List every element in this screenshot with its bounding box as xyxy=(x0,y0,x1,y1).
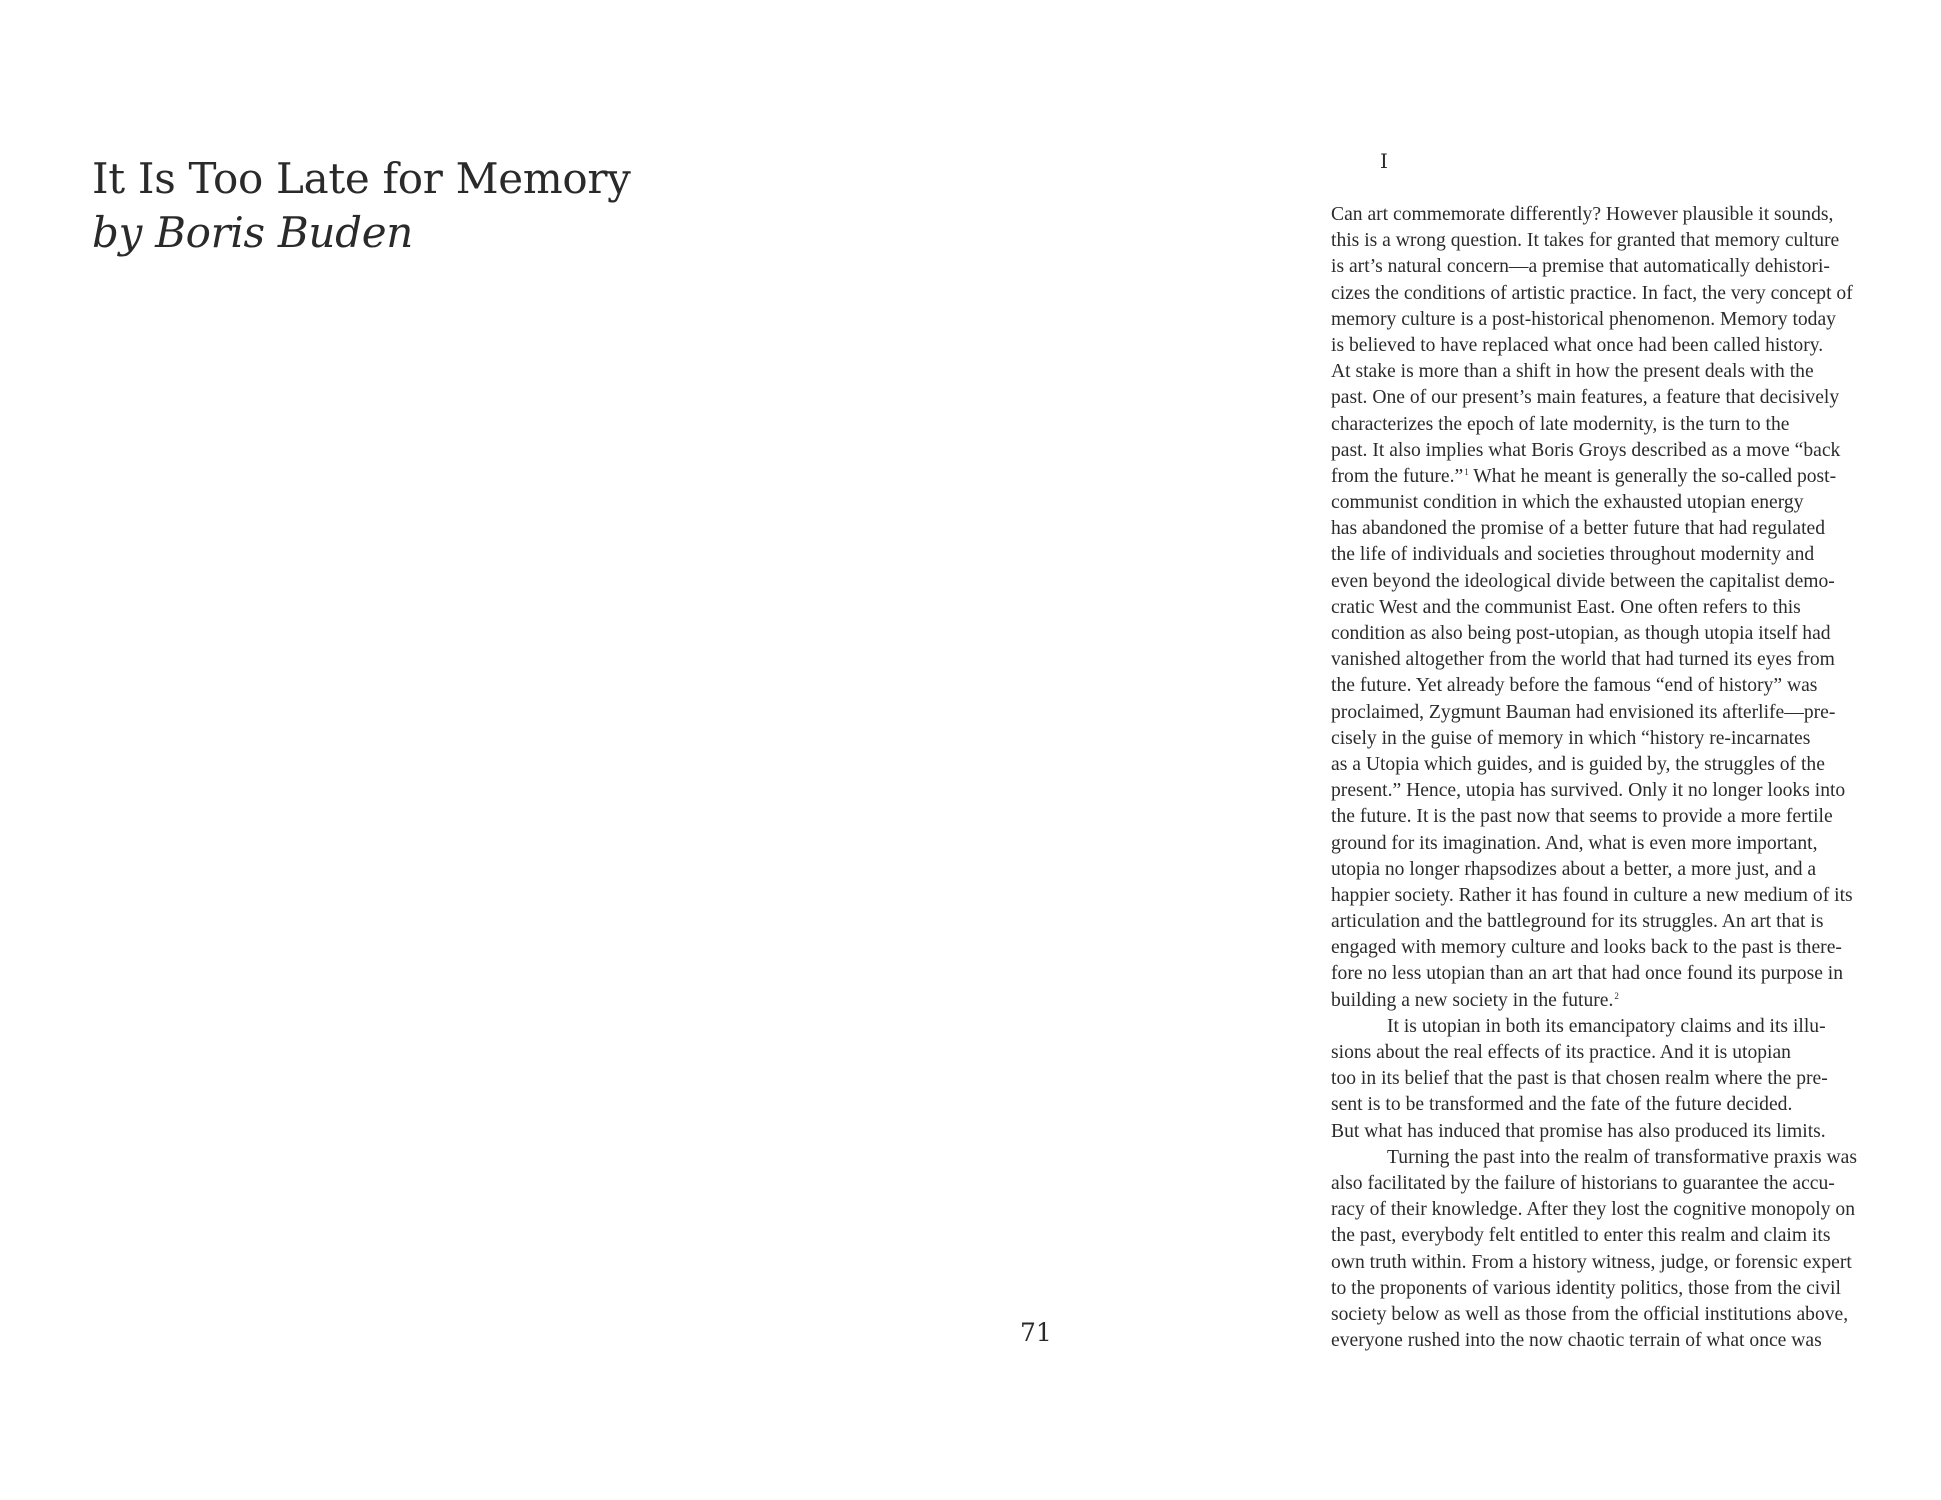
text-line-content: It is utopian in both its emancipatory claims and its illu- xyxy=(1387,1015,1826,1037)
text-line xyxy=(1331,857,1921,883)
text-line xyxy=(1331,1119,1921,1145)
text-line xyxy=(1331,228,1921,254)
text-line-content: engaged with memory culture and looks back to the past is there- xyxy=(1331,937,1842,959)
text-line-content: proclaimed, Zygmunt Bauman had envisioned its afterlife—pre- xyxy=(1331,701,1836,723)
text-line xyxy=(1331,673,1921,699)
text-line-content: the future. It is the past now that seems to provide a more fertile xyxy=(1331,806,1833,828)
text-line-content: But what has induced that promise has also produced its limits. xyxy=(1331,1120,1826,1142)
text-line-continuation: What he meant is generally the so-called post- xyxy=(1468,465,1837,487)
text-line-content: fore no less utopian than an art that had once found its purpose in xyxy=(1331,963,1844,985)
text-line xyxy=(1331,359,1921,385)
text-line xyxy=(1331,464,1921,490)
text-line-content: the life of individuals and societies throughout modernity and xyxy=(1331,544,1815,566)
chapter-author: by Boris Buden xyxy=(92,208,414,257)
text-line xyxy=(1331,333,1921,359)
text-line xyxy=(1331,385,1921,411)
section-numeral: I xyxy=(1380,149,1388,173)
text-line xyxy=(1331,1066,1921,1092)
text-line xyxy=(1331,935,1921,961)
text-line-content: society below as well as those from the official institutions above, xyxy=(1331,1303,1849,1325)
text-line xyxy=(1331,1276,1921,1302)
text-line-content: this is a wrong question. It takes for granted that memory culture xyxy=(1331,230,1840,252)
text-line-content: Turning the past into the realm of transformative praxis was xyxy=(1387,1146,1857,1168)
text-line xyxy=(1331,621,1921,647)
text-line xyxy=(1331,1197,1921,1223)
chapter-title: It Is Too Late for Memory xyxy=(92,154,631,203)
text-line xyxy=(1331,1223,1921,1249)
text-line-content: to the proponents of various identity politics, those from the civil xyxy=(1331,1277,1841,1299)
text-line xyxy=(1331,254,1921,280)
text-line xyxy=(1331,542,1921,568)
text-line-content: cizes the conditions of artistic practice. In fact, the very concept of xyxy=(1331,282,1853,304)
text-line-content: happier society. Rather it has found in culture a new medium of its xyxy=(1331,884,1853,906)
footnote-marker: 2 xyxy=(1614,990,1619,1001)
text-line xyxy=(1331,490,1921,516)
text-line xyxy=(1331,883,1921,909)
text-line xyxy=(1331,1328,1921,1354)
text-line xyxy=(1331,1302,1921,1328)
text-line xyxy=(1331,1092,1921,1118)
text-line-content: vanished altogether from the world that had turned its eyes from xyxy=(1331,649,1835,671)
text-line-content: past. One of our present’s main features, a feature that decisively xyxy=(1331,387,1840,409)
text-line-content: ground for its imagination. And, what is even more important, xyxy=(1331,832,1818,854)
text-line-content: from the future.” xyxy=(1331,465,1464,487)
text-line xyxy=(1331,281,1921,307)
text-line xyxy=(1331,569,1921,595)
text-line xyxy=(1331,1145,1921,1171)
text-line-content: communist condition in which the exhausted utopian energy xyxy=(1331,492,1804,514)
text-line xyxy=(1331,961,1921,987)
text-line xyxy=(1331,1171,1921,1197)
text-line-content: condition as also being post-utopian, as though utopia itself had xyxy=(1331,623,1831,644)
text-line-content: building a new society in the future. xyxy=(1331,989,1614,1011)
text-line xyxy=(1331,438,1921,464)
text-line xyxy=(1331,726,1921,752)
text-line-content: memory culture is a post-historical phenomenon. Memory today xyxy=(1331,308,1836,330)
chapter-heading xyxy=(92,152,792,260)
text-line-content: present.” Hence, utopia has survived. Only it no longer looks into xyxy=(1331,780,1846,802)
text-line-content: At stake is more than a shift in how the present deals with the xyxy=(1331,361,1814,383)
text-line xyxy=(1331,202,1921,228)
text-line-content: even beyond the ideological divide between the capitalist demo- xyxy=(1331,570,1835,592)
text-line-content: the past, everybody felt entitled to enter this realm and claim its xyxy=(1331,1225,1831,1247)
footnote-marker: 1 xyxy=(1464,466,1469,477)
text-line xyxy=(1331,516,1921,542)
text-line xyxy=(1331,1040,1921,1066)
text-line-content: is believed to have replaced what once had been called history. xyxy=(1331,334,1824,356)
text-line xyxy=(1331,412,1921,438)
text-line-content: the future. Yet already before the famous “end of history” was xyxy=(1331,675,1818,697)
text-line-content: racy of their knowledge. After they lost the cognitive monopoly on xyxy=(1331,1199,1856,1221)
text-line xyxy=(1331,804,1921,830)
text-line-content: also facilitated by the failure of historians to guarantee the accu- xyxy=(1331,1172,1835,1194)
text-line-content: utopia no longer rhapsodizes about a better, a more just, and a xyxy=(1331,858,1817,880)
text-line-content: past. It also implies what Boris Groys described as a move “back xyxy=(1331,439,1841,461)
text-line-content: cratic West and the communist East. One often refers to this xyxy=(1331,596,1801,618)
text-line xyxy=(1331,700,1921,726)
text-line-content: is art’s natural concern—a premise that automatically dehistori- xyxy=(1331,256,1830,278)
text-line-content: as a Utopia which guides, and is guided by, the struggles of the xyxy=(1331,753,1825,775)
text-line xyxy=(1331,595,1921,621)
text-line-content: characterizes the epoch of late modernity, is the turn to the xyxy=(1331,413,1790,435)
text-line xyxy=(1331,307,1921,333)
text-line xyxy=(1331,988,1921,1014)
text-line-content: too in its belief that the past is that chosen realm where the pre- xyxy=(1331,1068,1828,1090)
text-line xyxy=(1331,752,1921,778)
text-line-content: articulation and the battleground for its struggles. An art that is xyxy=(1331,911,1824,933)
text-line xyxy=(1331,778,1921,804)
page-number: 71 xyxy=(1020,1318,1052,1347)
text-line-content: sions about the real effects of its practice. And it is utopian xyxy=(1331,1042,1791,1063)
text-line xyxy=(1331,1014,1921,1040)
text-line-content: has abandoned the promise of a better future that had regulated xyxy=(1331,518,1826,540)
body-text xyxy=(1331,202,1921,1354)
text-line-content: sent is to be transformed and the fate of the future decided. xyxy=(1331,1094,1793,1116)
text-line xyxy=(1331,831,1921,857)
text-line-content: own truth within. From a history witness, judge, or forensic expert xyxy=(1331,1251,1852,1273)
text-line-content: cisely in the guise of memory in which “history re-incarnates xyxy=(1331,727,1811,749)
text-line-content: Can art commemorate differently? However plausible it sounds, xyxy=(1331,204,1834,225)
text-line xyxy=(1331,1250,1921,1276)
text-line xyxy=(1331,909,1921,935)
text-line-content: everyone rushed into the now chaotic terrain of what once was xyxy=(1331,1330,1822,1352)
text-line xyxy=(1331,647,1921,673)
